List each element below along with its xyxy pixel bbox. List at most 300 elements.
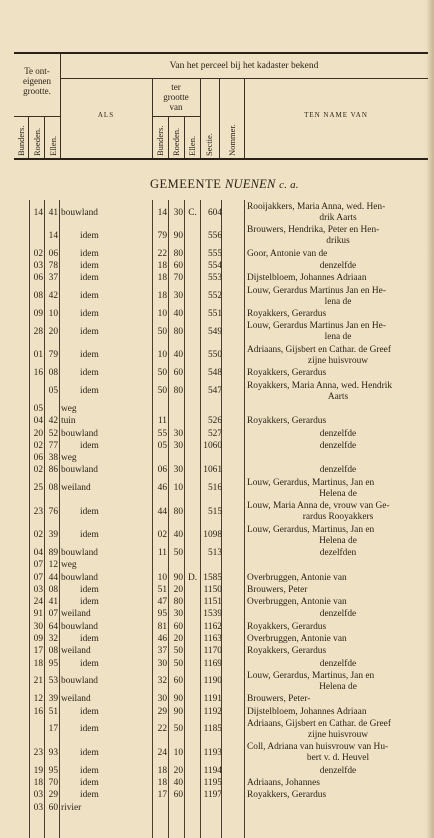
als-cell: idem (80, 597, 99, 608)
ter-roeden-cell: 50 (173, 658, 183, 669)
ter-bunders-cell: 06 (157, 465, 167, 476)
unit-bunders-label: Bunders. (155, 125, 165, 156)
table-row (0, 671, 434, 693)
ter-roeden-cell: 90 (173, 706, 183, 717)
bunders-cell: 23 (33, 506, 43, 517)
nommer-cell: 515 (207, 506, 222, 517)
table-row (0, 345, 434, 367)
bunders-cell: 02 (33, 530, 43, 541)
als-cell: bouwland (61, 547, 98, 558)
roeden-cell: 41 (48, 597, 58, 608)
name-heading: TEN NAME VAN (304, 111, 368, 119)
bunders-cell: 02 (33, 465, 43, 476)
nommer-cell: 1151 (203, 597, 222, 608)
roeden-cell: 76 (48, 506, 58, 517)
nommer-cell: 1197 (203, 790, 222, 801)
bunders-cell: 28 (33, 326, 43, 337)
ter-bunders-cell: 51 (157, 584, 167, 595)
table-row (0, 525, 434, 547)
roeden-cell: 42 (48, 416, 58, 427)
bunders-cell: 02 (33, 248, 43, 259)
ter-roeden-cell: 10 (173, 483, 183, 494)
gemeente-title (150, 177, 299, 192)
ter-roeden-cell: 30 (173, 207, 183, 218)
ter-bunders-cell: 14 (157, 207, 167, 218)
ter-bunders-cell: 29 (157, 706, 167, 717)
unit-ellen-label: Ellen. (48, 135, 58, 156)
owner-name-line: drikus (326, 236, 350, 247)
gemeente-name: NUENEN (224, 177, 276, 191)
nommer-cell: 1185 (203, 724, 222, 735)
als-cell: weg (61, 453, 77, 464)
als-cell: idem (80, 291, 99, 302)
ter-bunders-cell: 18 (157, 765, 167, 776)
nommer-cell: 516 (207, 483, 222, 494)
ter-bunders-cell: 10 (157, 350, 167, 361)
ter-roeden-cell: 30 (173, 440, 183, 451)
ter-roeden-cell: 60 (173, 368, 183, 379)
als-cell: idem (80, 790, 99, 801)
ter-roeden-cell: 70 (173, 273, 183, 284)
owner-name-line: zijne huisvrouw (307, 729, 369, 740)
roeden-cell: 06 (48, 248, 58, 259)
als-cell: idem (80, 506, 99, 517)
ter-roeden-cell: 30 (173, 428, 183, 439)
nommer-cell: 1163 (203, 634, 222, 644)
parcel-table (0, 200, 434, 838)
ter-bunders-cell: 50 (157, 326, 167, 337)
grootte-heading: Te ont- eigenen grootte. (23, 66, 51, 96)
ter-bunders-cell: 22 (157, 724, 167, 735)
roeden-cell: 79 (48, 350, 58, 361)
owner-name-line: Louw, Gerardus, Martinus, Jan en (247, 670, 375, 681)
nommer-cell: 1061 (203, 465, 222, 476)
table-row (0, 634, 434, 645)
bunders-cell: 20 (33, 428, 43, 439)
owner-name-line: rardus Rooyakkers (302, 512, 374, 523)
als-cell: weg (61, 403, 77, 414)
ter-roeden-cell: 80 (173, 386, 183, 397)
roeden-cell: 17 (48, 724, 58, 735)
bunders-cell: 03 (33, 261, 43, 272)
perceel-heading: Van het perceel bij het kadaster bekend (169, 61, 319, 71)
als-cell: idem (80, 273, 99, 284)
owner-name-line: Overbruggen, Antonie van (247, 572, 347, 583)
ter-roeden-cell: 30 (173, 609, 183, 620)
nommer-cell: 527 (207, 428, 222, 439)
owner-name-line: bert v. d. Heuvel (306, 753, 370, 764)
column-header (14, 52, 428, 160)
table-row (0, 286, 434, 308)
ter-bunders-cell: 37 (157, 646, 167, 657)
bunders-cell: 25 (33, 483, 43, 494)
als-cell: idem (80, 706, 99, 717)
bunders-cell: 12 (33, 694, 43, 705)
bunders-cell: 06 (33, 273, 43, 284)
ter-bunders-cell: 18 (157, 291, 167, 302)
owner-name-line: Louw, Gerardus, Martinus, Jan en (247, 524, 375, 535)
nommer-label: Nommer. (227, 124, 237, 156)
ter-bunders-cell: 02 (157, 530, 167, 541)
table-row (0, 261, 434, 272)
nommer-cell: 1195 (203, 778, 222, 788)
owner-name-line: Royakkers, Gerardus (247, 621, 327, 632)
ter-roeden-cell: 90 (173, 572, 183, 583)
ter-roeden-cell: 90 (173, 230, 183, 241)
roeden-cell: 95 (48, 658, 58, 669)
sectie-label: Sectie. (204, 133, 214, 156)
roeden-cell: 08 (48, 584, 58, 595)
ter-bunders-cell: 24 (157, 747, 167, 758)
ter-bunders-cell: 50 (157, 386, 167, 397)
als-cell: weiland (61, 609, 91, 620)
header-subrule (60, 78, 428, 79)
roeden-cell: 89 (48, 547, 58, 558)
owner-name-line: Helena de (319, 681, 357, 692)
ter-bunders-cell: 44 (157, 506, 167, 517)
owner-name-line: Overbruggen, Antonie van (247, 597, 347, 608)
owner-name-line: Dijstelbloem, Johannes Adriaan (247, 706, 367, 717)
owner-name-line: lena de (324, 296, 352, 307)
nommer-cell: 548 (207, 368, 222, 379)
roeden-cell: 08 (48, 646, 58, 657)
table-row (0, 381, 434, 403)
ter-roeden-cell: 40 (173, 530, 183, 541)
ter-roeden-cell: 80 (173, 506, 183, 517)
header-subrule (152, 116, 200, 117)
owner-name-line: Louw, Maria Anna de, vrouw van Ge- (247, 501, 390, 512)
owner-name-line: drik Aarts (319, 213, 357, 224)
owner-name-line: Dijstelbloem, Johannes Adriaan (247, 273, 367, 284)
ter-roeden-cell: 60 (173, 621, 183, 632)
table-row (0, 429, 434, 440)
ter-bunders-cell: 32 (157, 676, 167, 687)
als-cell: idem (80, 530, 99, 541)
bunders-cell: 91 (33, 609, 43, 620)
ter-roeden-cell: 50 (173, 547, 183, 558)
nommer-cell: 1190 (203, 676, 222, 687)
als-cell: idem (80, 309, 99, 320)
owner-name-line: denzelfde (319, 658, 357, 669)
owner-name-line: Helena de (319, 488, 357, 499)
roeden-cell: 78 (48, 261, 58, 272)
als-heading: ALS (97, 111, 115, 119)
table-row (0, 707, 434, 718)
als-cell: idem (80, 724, 99, 735)
owner-name-line: zijne huisvrouw (307, 355, 369, 366)
table-row (0, 249, 434, 260)
bunders-cell: 03 (33, 584, 43, 595)
owner-name-line: Royakkers, Gerardus (247, 790, 327, 801)
table-row (0, 309, 434, 320)
bunders-cell: 23 (33, 747, 43, 758)
nommer-cell: 552 (207, 291, 222, 302)
owner-name-line: Aarts (327, 391, 349, 402)
table-row (0, 622, 434, 633)
roeden-cell: 39 (48, 694, 58, 705)
owner-name-line: denzelfde (319, 261, 357, 272)
roeden-cell: 20 (48, 326, 58, 337)
nommer-cell: 513 (207, 547, 222, 558)
unit-bunders-label: Bunders. (16, 125, 26, 156)
roeden-cell: 14 (48, 230, 58, 241)
roeden-cell: 37 (48, 273, 58, 284)
roeden-cell: 08 (48, 483, 58, 494)
header-bottom-rule (14, 158, 428, 160)
table-row (0, 778, 434, 789)
nommer-cell: 1169 (203, 658, 222, 669)
ter-roeden-cell: 20 (173, 765, 183, 776)
bunders-cell: 30 (33, 621, 43, 632)
ter-bunders-cell: 05 (157, 440, 167, 451)
bunders-cell: 04 (33, 416, 43, 427)
als-cell: idem (80, 386, 99, 397)
header-divider (28, 116, 29, 158)
ter-grootte-heading: ter grootte van (163, 82, 189, 112)
ter-roeden-cell: 80 (173, 597, 183, 608)
ter-bunders-cell: 46 (157, 634, 167, 644)
als-cell: idem (80, 658, 99, 669)
ter-bunders-cell: 79 (157, 230, 167, 241)
nommer-cell: 555 (207, 248, 222, 259)
owner-name-line: denzelfde (319, 440, 357, 451)
ter-roeden-cell: 20 (173, 634, 183, 644)
table-row (0, 321, 434, 343)
nommer-cell: 1150 (203, 584, 222, 595)
als-cell: idem (80, 584, 99, 595)
bunders-cell: 24 (33, 597, 43, 608)
ter-roeden-cell: 40 (173, 778, 183, 788)
nommer-cell: 526 (207, 416, 222, 427)
ter-bunders-cell: 30 (157, 658, 167, 669)
roeden-cell: 93 (48, 747, 58, 758)
nommer-cell: 1060 (203, 440, 222, 451)
nommer-cell: 1194 (203, 765, 222, 776)
roeden-cell: 41 (48, 207, 58, 218)
bunders-cell: 21 (33, 676, 43, 687)
als-cell: bouwland (61, 572, 98, 583)
bunders-cell: 09 (33, 634, 43, 644)
nommer-cell: 554 (207, 261, 222, 272)
ter-roeden-cell: 30 (173, 291, 183, 302)
ter-roeden-cell: 60 (173, 676, 183, 687)
ter-bunders-cell: 10 (157, 572, 167, 583)
gemeente-suffix: c. a. (279, 179, 299, 191)
ter-roeden-cell: 40 (173, 350, 183, 361)
bunders-cell: 19 (33, 765, 43, 776)
owner-name-line: Louw, Gerardus Martinus Jan en He- (247, 321, 386, 332)
owner-name-line: Louw, Gerardus, Martinus, Jan en (247, 477, 375, 488)
als-cell: idem (80, 440, 99, 451)
roeden-cell: 64 (48, 621, 58, 632)
bunders-cell: 07 (33, 560, 43, 571)
owner-name-line: Helena de (319, 535, 357, 546)
header-divider (200, 78, 201, 158)
table-row (0, 766, 434, 777)
ter-roeden-cell: 80 (173, 248, 183, 259)
owner-name-line: Adriaans, Gijsbert en Cathar. de Greef (247, 718, 391, 729)
ter-bunders-cell: 11 (157, 547, 167, 558)
roeden-cell: 86 (48, 465, 58, 476)
header-divider (168, 116, 169, 158)
als-cell: tuin (61, 416, 76, 427)
nommer-cell: 1098 (203, 530, 222, 541)
nommer-cell: 1192 (203, 706, 222, 717)
als-cell: weg (61, 560, 77, 571)
roeden-cell: 12 (48, 560, 58, 571)
bunders-cell: 14 (33, 207, 43, 218)
ter-roeden-cell: 20 (173, 584, 183, 595)
ter-bunders-cell: 30 (157, 694, 167, 705)
table-row (0, 404, 434, 415)
ter-bunders-cell: 17 (157, 790, 167, 801)
als-cell: idem (80, 634, 99, 644)
table-row (0, 742, 434, 764)
roeden-cell: 70 (48, 778, 58, 788)
als-cell: idem (80, 350, 99, 361)
bunders-cell: 18 (33, 778, 43, 788)
als-cell: idem (80, 248, 99, 259)
als-cell: bouwland (61, 465, 98, 476)
table-row (0, 719, 434, 741)
table-row (0, 453, 434, 464)
table-row (0, 465, 434, 476)
als-cell: idem (80, 261, 99, 272)
owner-name-line: denzelfde (319, 609, 357, 620)
als-cell: weiland (61, 483, 91, 494)
page-edge (426, 0, 434, 838)
nommer-cell: 549 (207, 326, 222, 337)
table-row (0, 803, 434, 814)
als-cell: idem (80, 230, 99, 241)
owner-name-line: Louw, Gerardus Martinus Jan en He- (247, 285, 386, 296)
owner-name-line: Royakkers, Maria Anna, wed. Hendrik (247, 380, 393, 391)
bunders-cell: 07 (33, 572, 43, 583)
owner-name-line: denzelfde (319, 428, 357, 439)
bunders-cell: 16 (33, 706, 43, 717)
bunders-cell: 01 (33, 350, 43, 361)
bunders-cell: 04 (33, 547, 43, 558)
roeden-cell: 08 (48, 368, 58, 379)
als-cell: idem (80, 747, 99, 758)
als-cell: idem (80, 368, 99, 379)
owner-name-line: Overbruggen, Antonie van (247, 634, 347, 644)
owner-name-line: Royakkers, Gerardus (247, 368, 327, 379)
table-row (0, 273, 434, 284)
unit-ellen-label: Ellen. (187, 135, 197, 156)
ter-roeden-cell: 50 (173, 646, 183, 657)
owner-name-line: Brouwers, Peter- (247, 694, 311, 705)
ter-roeden-cell: 40 (173, 309, 183, 320)
sectie-cell: D. (187, 572, 198, 583)
gemeente-prefix: GEMEENTE (150, 177, 222, 191)
als-cell: bouwland (61, 207, 98, 218)
roeden-cell: 44 (48, 572, 58, 583)
owner-name-line: denzelfde (319, 765, 357, 776)
nommer-cell: 1585 (203, 572, 222, 583)
roeden-cell: 29 (48, 790, 58, 801)
nommer-cell: 556 (207, 230, 222, 241)
ter-bunders-cell: 18 (157, 273, 167, 284)
table-row (0, 416, 434, 427)
table-row (0, 478, 434, 500)
roeden-cell: 52 (48, 428, 58, 439)
ter-bunders-cell: 10 (157, 309, 167, 320)
roeden-cell: 05 (48, 386, 58, 397)
ter-roeden-cell: 30 (173, 465, 183, 476)
owner-name-line: Coll, Adriana van huisvrouw van Hu- (247, 742, 389, 753)
ter-bunders-cell: 18 (157, 261, 167, 272)
table-row (0, 441, 434, 452)
ter-roeden-cell: 90 (173, 694, 183, 705)
als-cell: weiland (61, 694, 91, 705)
roeden-cell: 53 (48, 676, 58, 687)
als-cell: idem (80, 778, 99, 788)
bunders-cell: 08 (33, 291, 43, 302)
roeden-cell: 38 (48, 453, 58, 464)
table-row (0, 225, 434, 247)
table-row (0, 659, 434, 670)
ter-bunders-cell: 11 (157, 416, 167, 427)
owner-name-line: dezelfden (319, 547, 357, 558)
als-cell: bouwland (61, 621, 98, 632)
owner-name-line: Royakkers, Gerardus (247, 646, 327, 657)
ter-bunders-cell: 18 (157, 778, 167, 788)
nommer-cell: 1162 (203, 621, 222, 632)
ter-bunders-cell: 47 (157, 597, 167, 608)
nommer-cell: 547 (207, 386, 222, 397)
owner-name-line: Royakkers, Gerardus (247, 416, 327, 427)
table-row (0, 646, 434, 657)
roeden-cell: 32 (48, 634, 58, 644)
table-row (0, 548, 434, 559)
unit-roeden-label: Roeden. (32, 127, 42, 156)
bunders-cell: 17 (33, 646, 43, 657)
roeden-cell: 39 (48, 530, 58, 541)
nommer-cell: 1539 (203, 609, 222, 620)
bunders-cell: 06 (33, 453, 43, 464)
ter-bunders-cell: 22 (157, 248, 167, 259)
owner-name-line: Rooijakkers, Maria Anna, wed. Hen- (247, 202, 386, 212)
nommer-cell: 604 (207, 207, 222, 218)
als-cell: weiland (61, 646, 91, 657)
table-row (0, 694, 434, 705)
als-cell: idem (80, 765, 99, 776)
table-row (0, 609, 434, 620)
owner-name-line: Adriaans, Gijsbert en Cathar. de Greef (247, 344, 391, 355)
unit-roeden-label: Roeden. (171, 127, 181, 156)
roeden-cell: 51 (48, 706, 58, 717)
ter-roeden-cell: 10 (173, 747, 183, 758)
roeden-cell: 07 (48, 609, 58, 620)
table-row (0, 368, 434, 379)
table-row (0, 585, 434, 596)
table-row (0, 560, 434, 571)
als-cell: bouwland (61, 676, 98, 687)
ter-bunders-cell: 50 (157, 368, 167, 379)
ter-roeden-cell: 60 (173, 261, 183, 272)
ter-bunders-cell: 81 (157, 621, 167, 632)
bunders-cell: 18 (33, 658, 43, 669)
bunders-cell: 09 (33, 309, 43, 320)
owner-name-line: Adriaans, Johannes (247, 778, 320, 788)
nommer-cell: 553 (207, 273, 222, 284)
nommer-cell: 1170 (203, 646, 222, 657)
ter-roeden-cell: 60 (173, 790, 183, 801)
sectie-cell: C. (188, 207, 197, 218)
table-row (0, 202, 434, 224)
als-cell: idem (80, 326, 99, 337)
